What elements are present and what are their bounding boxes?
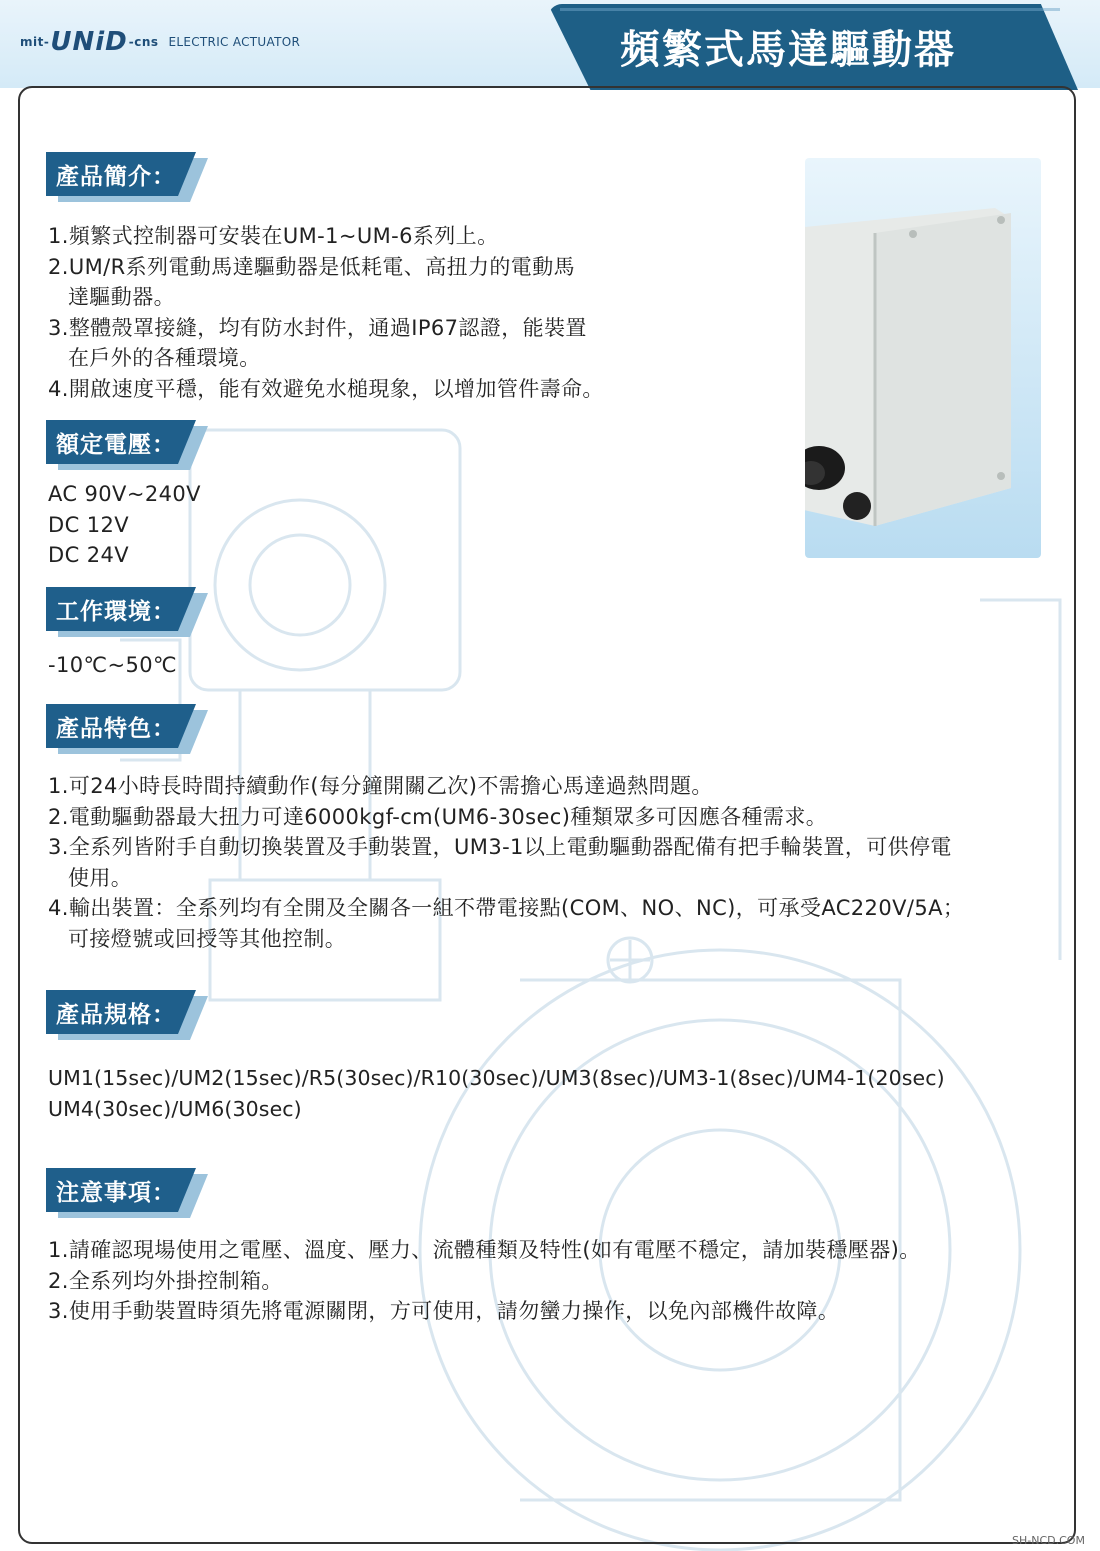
section-heading-intro <box>46 152 208 200</box>
brand-logo <box>20 22 300 62</box>
product-photo <box>805 158 1041 558</box>
environment-text <box>48 650 177 681</box>
logo-tagline: ELECTRIC ACTUATOR <box>168 35 301 49</box>
features-line-3: 3.全系列皆附手自動切換裝置及手動裝置，UM3-1以上電動驅動器配備有把手輪裝置，可供停電 <box>48 835 952 859</box>
section-heading-label: 產品簡介： <box>56 164 176 190</box>
voltage-line-1: AC 90V~240V <box>48 482 201 506</box>
features-line-2: 2.電動驅動器最大扭力可達6000kgf-cm(UM6-30sec)種類眾多可因應各種需求。 <box>48 804 828 829</box>
features-line-4: 使用。 <box>68 865 133 890</box>
intro-text <box>48 221 604 404</box>
intro-line-6: 4.開啟速度平穩，能有效避免水槌現象，以增加管件壽命。 <box>48 376 604 401</box>
features-line-5: 4.輸出裝置：全系列均有全開及全關各一組不帶電接點(COM、NO、NC)，可承受AC220V/5A； <box>48 896 965 920</box>
environment-line-1: -10℃~50℃ <box>48 653 177 677</box>
voltage-text <box>48 479 201 571</box>
intro-line-2: 2.UM/R系列電動馬達驅動器是低耗電、高扭力的電動馬 <box>48 254 575 279</box>
site-watermark: SH-NCD.COM <box>1012 1534 1085 1547</box>
features-text <box>48 771 964 954</box>
section-heading-features <box>46 704 208 752</box>
section-heading-environment <box>46 587 208 635</box>
logo-prefix: mit- <box>20 35 50 49</box>
specs-line-1: UM1(15sec)/UM2(15sec)/R5(30sec)/R10(30sec)/UM3(8sec)/UM3-1(8sec)/UM4-1(20sec) <box>48 1066 945 1090</box>
notes-line-1: 1.請確認現場使用之電壓、溫度、壓力、流體種類及特性(如有電壓不穩定，請加裝穩壓器)。 <box>48 1238 921 1262</box>
features-line-6: 可接燈號或回授等其他控制。 <box>68 926 347 951</box>
section-heading-notes <box>46 1168 208 1216</box>
intro-line-3: 達驅動器。 <box>68 285 175 309</box>
specs-line-2: UM4(30sec)/UM6(30sec) <box>48 1096 302 1121</box>
notes-line-3: 3.使用手動裝置時須先將電源關閉，方可使用，請勿蠻力操作，以免內部機件故障。 <box>48 1299 840 1323</box>
section-heading-specs <box>46 990 208 1038</box>
section-heading-label: 注意事項： <box>56 1180 176 1206</box>
intro-line-1: 1.頻繁式控制器可安裝在UM-1~UM-6系列上。 <box>48 224 499 248</box>
notes-text <box>48 1235 921 1327</box>
logo-suffix: -cns <box>128 35 159 49</box>
electric-actuator-icon <box>805 158 1041 558</box>
section-heading-voltage <box>46 420 208 468</box>
section-heading-label: 產品特色： <box>56 716 176 742</box>
section-heading-label: 工作環境： <box>56 599 176 625</box>
page-title: 頻繁式馬達驅動器 <box>620 27 956 73</box>
specs-text <box>48 1063 945 1124</box>
intro-line-4: 3.整體殼罩接縫，均有防水封件，通過IP67認證，能裝置 <box>48 315 587 340</box>
title-tab-highlight <box>560 8 1060 11</box>
section-heading-label: 產品規格： <box>56 1002 176 1028</box>
intro-line-5: 在戶外的各種環境。 <box>68 346 261 370</box>
voltage-line-2: DC 12V <box>48 512 129 537</box>
features-line-1: 1.可24小時長時間持續動作(每分鐘開關乙次)不需擔心馬達過熱問題。 <box>48 774 713 798</box>
notes-line-2: 2.全系列均外掛控制箱。 <box>48 1268 283 1293</box>
logo-brand: UNiD <box>50 27 128 57</box>
voltage-line-3: DC 24V <box>48 543 129 567</box>
section-heading-label: 額定電壓： <box>56 432 176 458</box>
